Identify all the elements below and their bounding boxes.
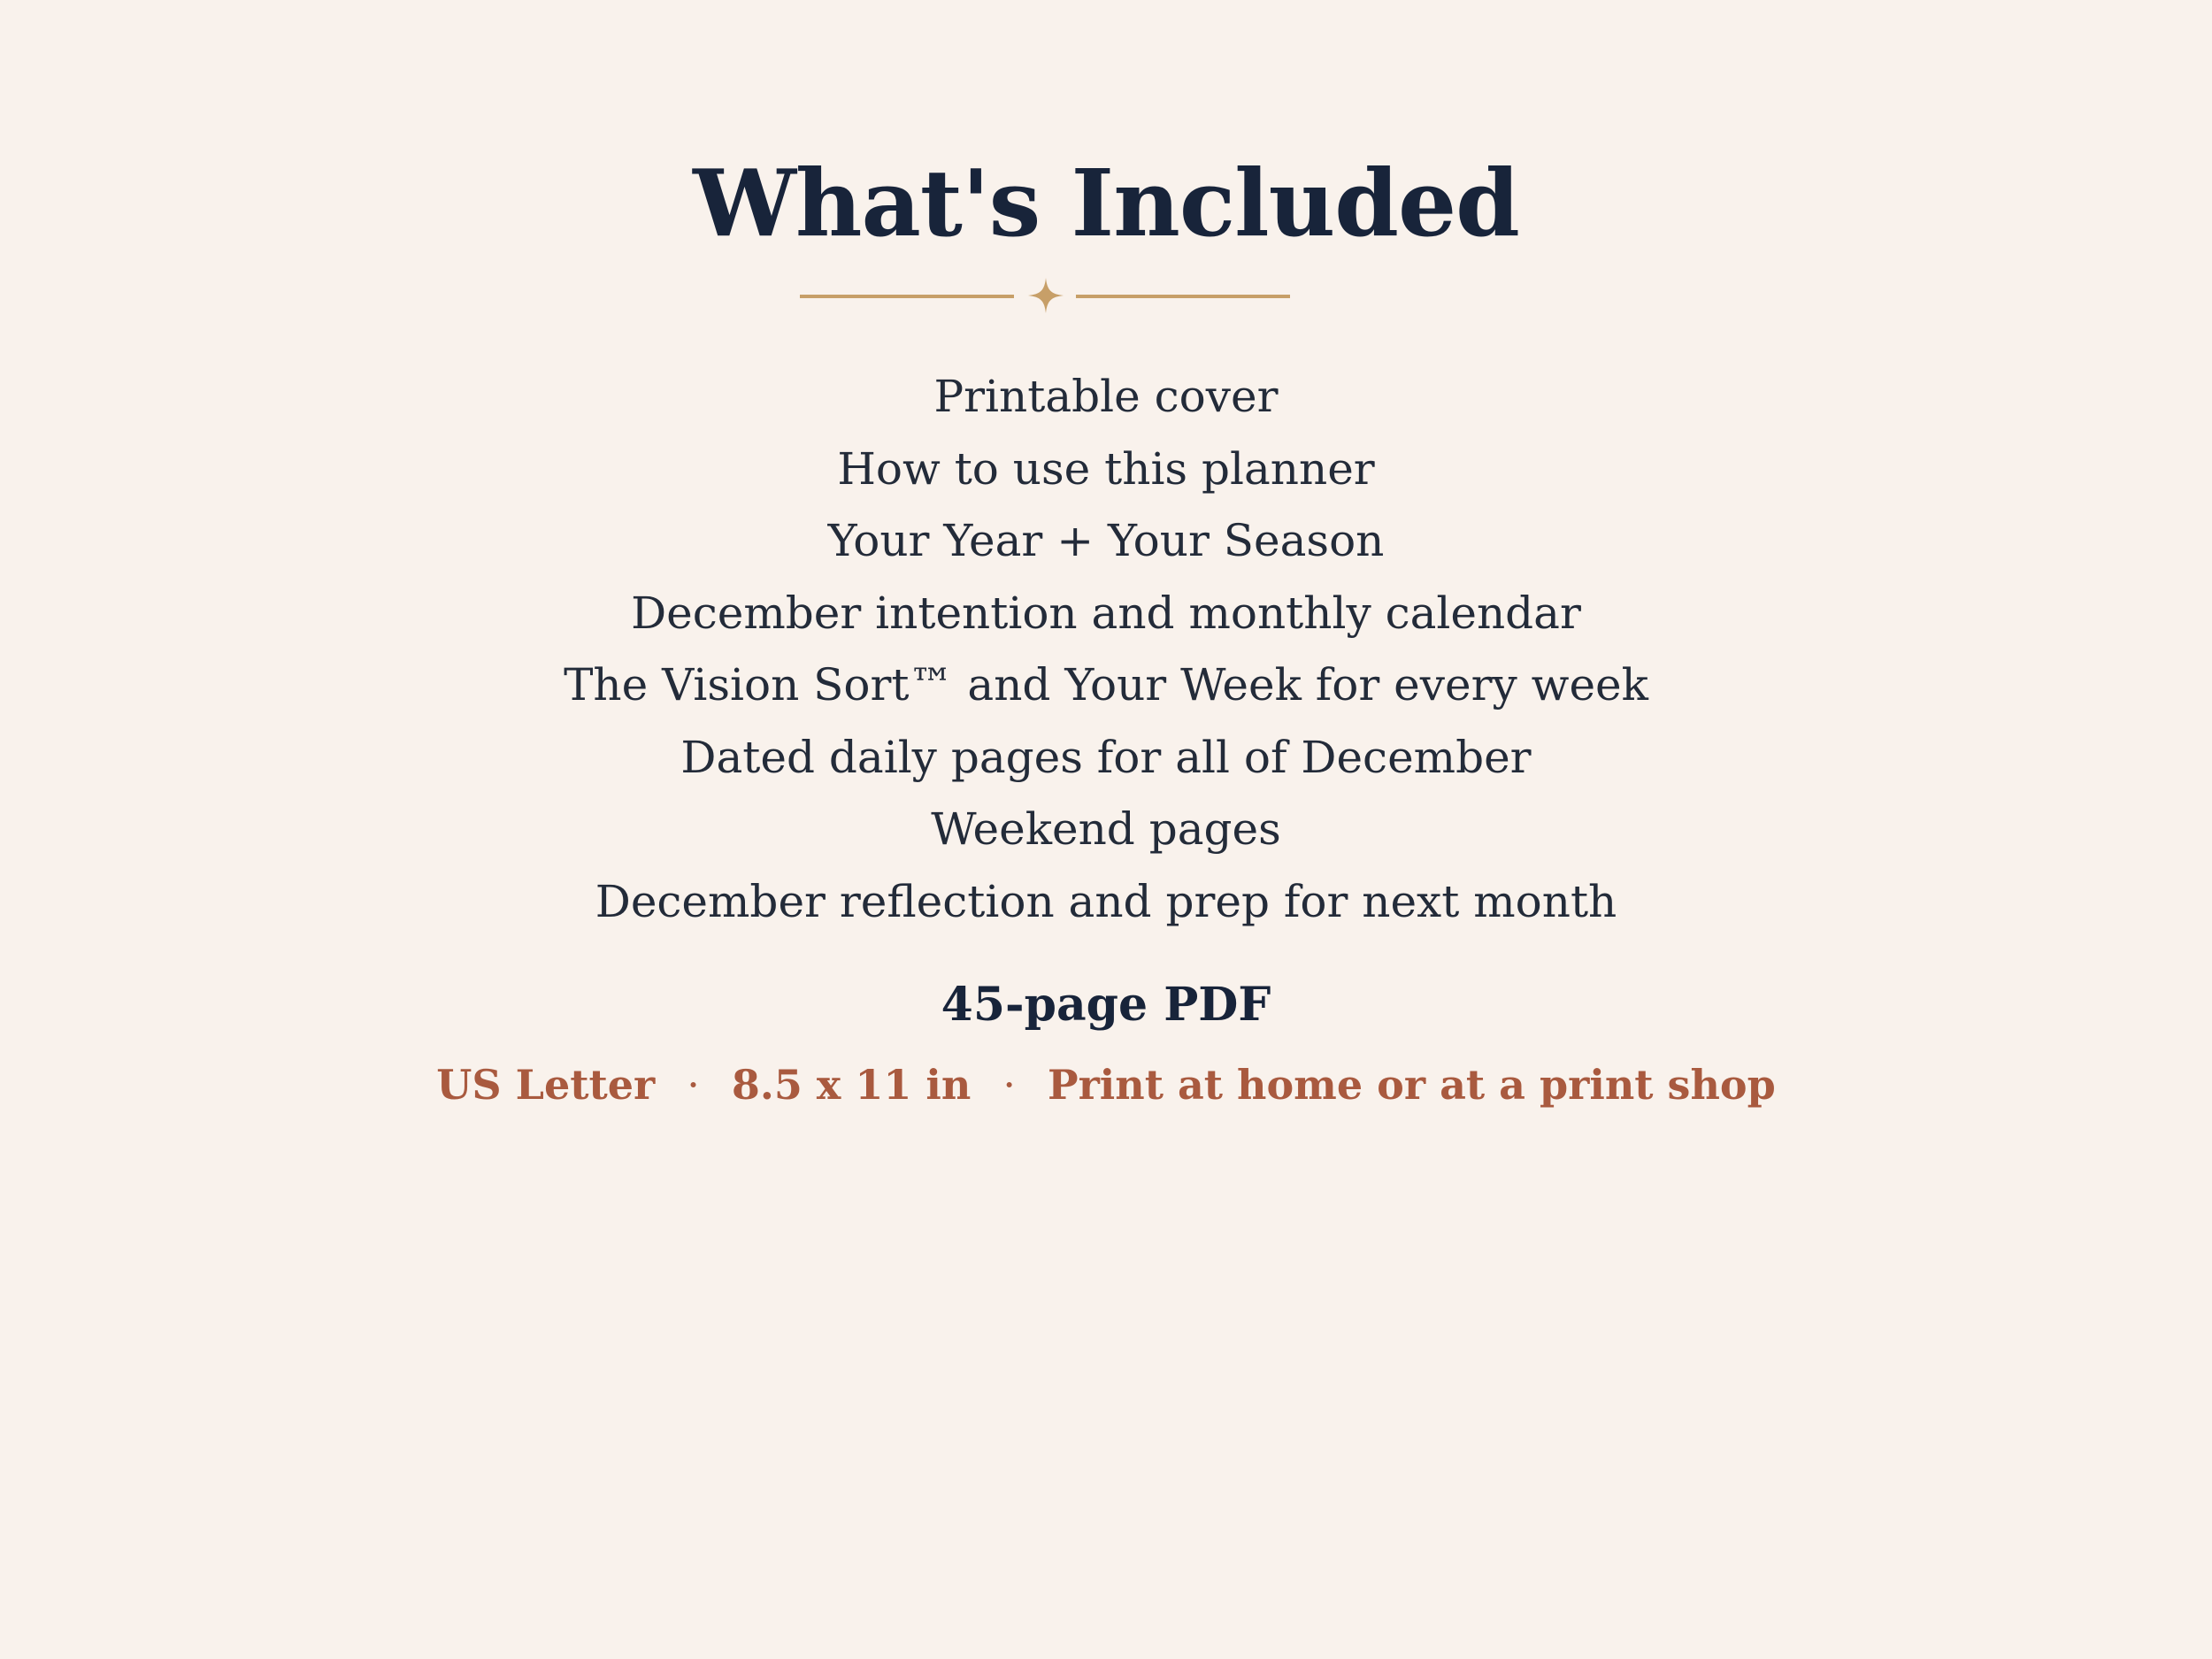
- list-item: Dated daily pages for all of December: [680, 731, 1532, 783]
- list-item: December intention and monthly calendar: [631, 587, 1581, 639]
- paper-dimensions: 8.5 x 11 in: [731, 1061, 972, 1109]
- print-options: Print at home or at a print shop: [1047, 1061, 1776, 1109]
- list-item: Your Year + Your Season: [827, 515, 1385, 566]
- separator: ·: [687, 1061, 700, 1109]
- divider-line-right: [1076, 295, 1290, 298]
- paper-size: US Letter: [436, 1061, 656, 1109]
- page-title: What's Included: [693, 149, 1519, 257]
- list-item: Weekend pages: [931, 803, 1281, 855]
- list-item: December reflection and prep for next month: [595, 875, 1617, 927]
- included-items-list: [0, 361, 2212, 938]
- separator: ·: [1002, 1061, 1016, 1109]
- list-item: Printable cover: [933, 371, 1279, 422]
- title-divider: [796, 271, 1292, 320]
- four-point-star-icon: [1026, 276, 1065, 315]
- page-count: 45-page PDF: [941, 978, 1271, 1032]
- print-specs: [0, 1049, 2212, 1120]
- divider-line-left: [800, 295, 1014, 298]
- list-item: The Vision Sort™ and Your Week for every week: [564, 659, 1648, 710]
- list-item: How to use this planner: [837, 442, 1375, 495]
